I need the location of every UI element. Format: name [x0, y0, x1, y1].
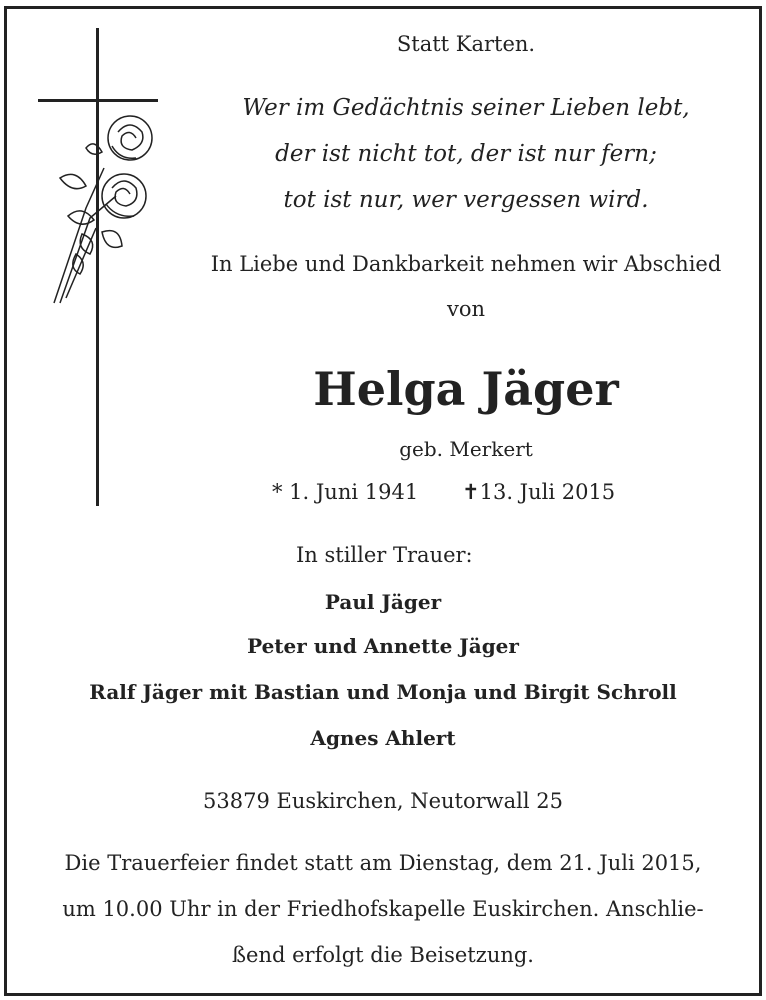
- maiden-name: geb. Merkert: [399, 437, 533, 461]
- mourner-1: Paul Jäger: [324, 590, 442, 614]
- birth-date: * 1. Juni 1941: [272, 480, 419, 504]
- ceremony-line-1: Die Trauerfeier findet statt am Dienstag, dem 21. Juli 2015,: [64, 851, 702, 875]
- address: 53879 Euskirchen, Neutorwall 25: [203, 789, 563, 813]
- mourners-intro: In stiller Trauer:: [296, 543, 473, 567]
- farewell-line-2: von: [446, 297, 486, 321]
- death-date: ✝13. Juli 2015: [462, 480, 616, 504]
- farewell-line-1: In Liebe und Dankbarkeit nehmen wir Abschied: [210, 252, 722, 276]
- poem-line-2: der ist nicht tot, der ist nur fern;: [275, 141, 657, 167]
- poem-line-3: tot ist nur, wer vergessen wird.: [283, 187, 649, 213]
- ceremony-line-2: um 10.00 Uhr in der Friedhofskapelle Euskirchen. Anschlie-: [62, 897, 704, 921]
- deceased-name: Helga Jäger: [313, 362, 619, 416]
- mourner-3: Ralf Jäger mit Bastian und Monja und Birgit Schroll: [89, 680, 677, 704]
- header-text: Statt Karten.: [396, 32, 536, 56]
- mourner-2: Peter und Annette Jäger: [247, 634, 519, 658]
- mourner-4: Agnes Ahlert: [310, 726, 456, 750]
- ceremony-line-3: ßend erfolgt die Beisetzung.: [232, 943, 534, 967]
- poem-line-1: Wer im Gedächtnis seiner Lieben lebt,: [242, 95, 690, 121]
